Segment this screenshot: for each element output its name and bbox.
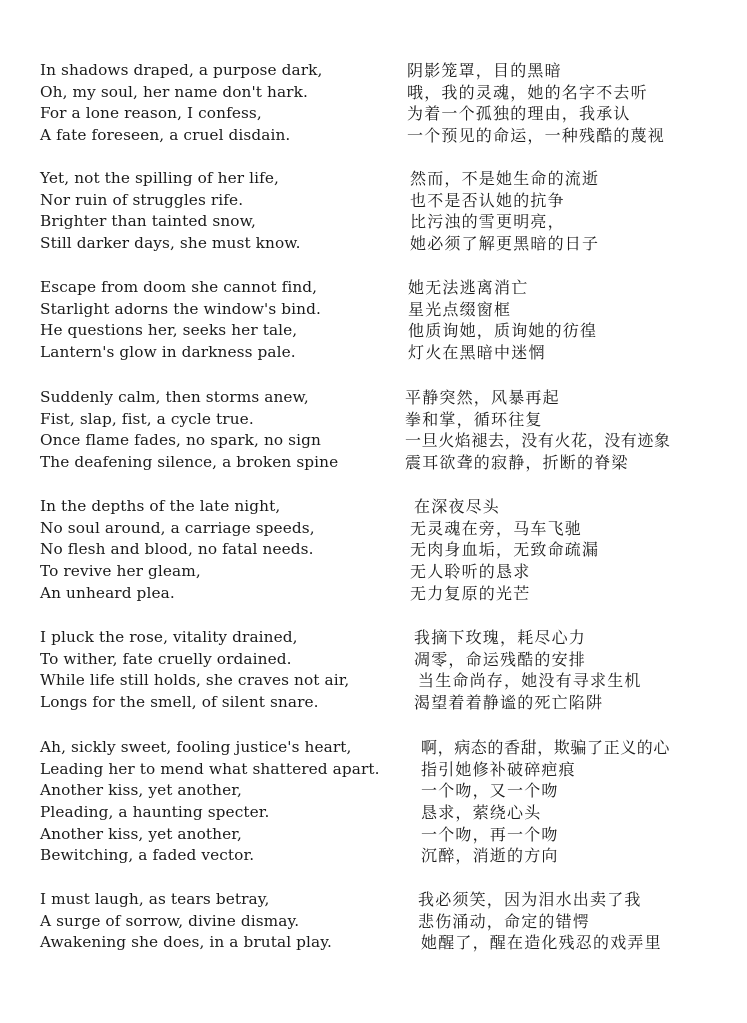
poem-line bbox=[0, 561, 747, 583]
chinese-line: 他质询她，质询她的彷徨 bbox=[408, 321, 598, 341]
stanza-6 bbox=[0, 627, 747, 714]
poem-line bbox=[0, 583, 747, 605]
poem-line bbox=[0, 452, 747, 474]
stanza-4 bbox=[0, 387, 747, 474]
poem-line bbox=[0, 518, 747, 540]
chinese-line: 一个预见的命运，一种残酷的蔑视 bbox=[407, 126, 666, 146]
poem-line bbox=[0, 496, 747, 518]
chinese-line: 为着一个孤独的理由，我承认 bbox=[407, 104, 631, 124]
chinese-line: 星光点缀窗框 bbox=[408, 299, 512, 319]
english-line: While life still holds, she craves not air, bbox=[40, 671, 350, 690]
poem-line bbox=[0, 320, 747, 342]
english-line: Starlight adorns the window's bind. bbox=[40, 299, 321, 318]
english-line: No soul around, a carriage speeds, bbox=[40, 518, 315, 537]
english-line: To revive her gleam, bbox=[40, 562, 201, 581]
english-line: I pluck the rose, vitality drained, bbox=[40, 628, 298, 646]
chinese-line: 平静突然，风暴再起 bbox=[405, 388, 560, 407]
chinese-line: 一个吻，再一个吻 bbox=[421, 824, 559, 844]
english-line: An unheard plea. bbox=[40, 583, 175, 602]
chinese-line: 凋零，命运残酷的安排 bbox=[414, 649, 587, 669]
english-line: Another kiss, yet another, bbox=[40, 824, 242, 843]
chinese-line: 无灵魂在旁，马车飞驰 bbox=[410, 518, 583, 538]
chinese-line: 她必须了解更黑暗的日子 bbox=[410, 234, 600, 254]
chinese-line: 无力复原的光芒 bbox=[410, 583, 531, 603]
chinese-line: 在深夜尽头 bbox=[414, 497, 501, 516]
chinese-line: 我必须笑，因为泪水出卖了我 bbox=[418, 890, 642, 909]
stanza-2 bbox=[0, 168, 747, 255]
english-line: Another kiss, yet another, bbox=[40, 781, 242, 800]
chinese-line: 当生命尚存，她没有寻求生机 bbox=[418, 671, 642, 691]
poem-line bbox=[0, 670, 747, 692]
chinese-line: 指引她修补破碎疤痕 bbox=[421, 759, 576, 779]
poem-line bbox=[0, 125, 747, 147]
english-line: In shadows draped, a purpose dark, bbox=[40, 61, 323, 79]
english-line: Lantern's glow in darkness pale. bbox=[40, 343, 296, 362]
poem-line bbox=[0, 82, 747, 104]
english-line: Bewitching, a faded vector. bbox=[40, 846, 255, 865]
english-line: Oh, my soul, her name don't hark. bbox=[40, 82, 308, 101]
english-line: Escape from doom she cannot find, bbox=[40, 278, 318, 296]
chinese-line: 然而，不是她生命的流逝 bbox=[410, 169, 600, 188]
english-line: Longs for the smell, of silent snare. bbox=[40, 693, 319, 712]
english-line: Still darker days, she must know. bbox=[40, 234, 301, 253]
poem-line bbox=[0, 824, 747, 846]
poem-line bbox=[0, 190, 747, 212]
poem-line bbox=[0, 387, 747, 409]
poem-line bbox=[0, 889, 747, 911]
chinese-line: 一个吻，又一个吻 bbox=[421, 781, 559, 801]
chinese-line: 无人聆听的恳求 bbox=[410, 562, 531, 582]
english-line: In the depths of the late night, bbox=[40, 497, 281, 515]
poem-line bbox=[0, 911, 747, 933]
poem-line bbox=[0, 692, 747, 714]
english-line: Fist, slap, fist, a cycle true. bbox=[40, 409, 254, 428]
chinese-line: 也不是否认她的抗争 bbox=[410, 190, 565, 210]
english-line: No flesh and blood, no fatal needs. bbox=[40, 540, 314, 559]
english-line: Yet, not the spilling of her life, bbox=[40, 169, 279, 187]
chinese-line: 我摘下玫瑰，耗尽心力 bbox=[414, 628, 587, 647]
stanza-3 bbox=[0, 277, 747, 364]
english-line: Pleading, a haunting specter. bbox=[40, 803, 270, 822]
poem-line bbox=[0, 409, 747, 431]
poem-line bbox=[0, 103, 747, 125]
poem-line bbox=[0, 342, 747, 364]
english-line: To wither, fate cruelly ordained. bbox=[40, 649, 292, 668]
chinese-line: 悲伤涌动，命定的错愕 bbox=[418, 911, 591, 931]
english-line: Leading her to mend what shattered apart. bbox=[40, 759, 380, 778]
stanza-7 bbox=[0, 737, 747, 867]
poem-line bbox=[0, 233, 747, 255]
poem-line bbox=[0, 60, 747, 82]
chinese-line: 阴影笼罩，目的黑暗 bbox=[407, 61, 562, 80]
english-line: Once flame fades, no spark, no sign bbox=[40, 431, 321, 450]
poem-line bbox=[0, 649, 747, 671]
english-line: Brighter than tainted snow, bbox=[40, 212, 256, 231]
poem-line bbox=[0, 780, 747, 802]
poem-line bbox=[0, 759, 747, 781]
chinese-line: 哦，我的灵魂，她的名字不去听 bbox=[407, 82, 648, 102]
english-line: Nor ruin of struggles rife. bbox=[40, 190, 244, 209]
chinese-line: 啊，病态的香甜，欺骗了正义的心 bbox=[421, 738, 671, 757]
english-line: For a lone reason, I confess, bbox=[40, 104, 262, 123]
poem-line bbox=[0, 737, 747, 759]
poem-line bbox=[0, 932, 747, 954]
english-line: Suddenly calm, then storms anew, bbox=[40, 388, 309, 406]
english-line: I must laugh, as tears betray, bbox=[40, 890, 270, 908]
poem-line bbox=[0, 277, 747, 299]
chinese-line: 恳求，萦绕心头 bbox=[421, 803, 542, 823]
chinese-line: 震耳欲聋的寂静，折断的脊梁 bbox=[405, 453, 629, 473]
english-line: A surge of sorrow, divine dismay. bbox=[40, 911, 300, 930]
chinese-line: 一旦火焰褪去，没有火花，没有迹象 bbox=[405, 431, 671, 451]
poem-line bbox=[0, 430, 747, 452]
chinese-line: 拳和掌，循环往复 bbox=[405, 409, 543, 429]
chinese-line: 她无法逃离消亡 bbox=[408, 278, 529, 297]
stanza-5 bbox=[0, 496, 747, 604]
poem-line bbox=[0, 168, 747, 190]
english-line: The deafening silence, a broken spine bbox=[40, 453, 339, 472]
chinese-line: 沉醉，消逝的方向 bbox=[421, 846, 559, 866]
english-line: Ah, sickly sweet, fooling justice's heart, bbox=[40, 738, 352, 756]
chinese-line: 比污浊的雪更明亮， bbox=[410, 212, 565, 232]
poem-line bbox=[0, 539, 747, 561]
poem-line bbox=[0, 802, 747, 824]
chinese-line: 无肉身血垢，无致命疏漏 bbox=[410, 540, 600, 560]
poem-line bbox=[0, 845, 747, 867]
stanza-8 bbox=[0, 889, 747, 954]
english-line: Awakening she does, in a brutal play. bbox=[40, 933, 332, 952]
chinese-line: 她醒了，醒在造化残忍的戏弄里 bbox=[421, 933, 662, 953]
english-line: He questions her, seeks her tale, bbox=[40, 321, 298, 340]
poem-line bbox=[0, 299, 747, 321]
stanza-1 bbox=[0, 60, 747, 147]
chinese-line: 渴望着着静谧的死亡陷阱 bbox=[414, 693, 604, 713]
poem-line bbox=[0, 627, 747, 649]
poem-line bbox=[0, 211, 747, 233]
chinese-line: 灯火在黑暗中迷惘 bbox=[408, 343, 546, 363]
english-line: A fate foreseen, a cruel disdain. bbox=[40, 126, 291, 145]
